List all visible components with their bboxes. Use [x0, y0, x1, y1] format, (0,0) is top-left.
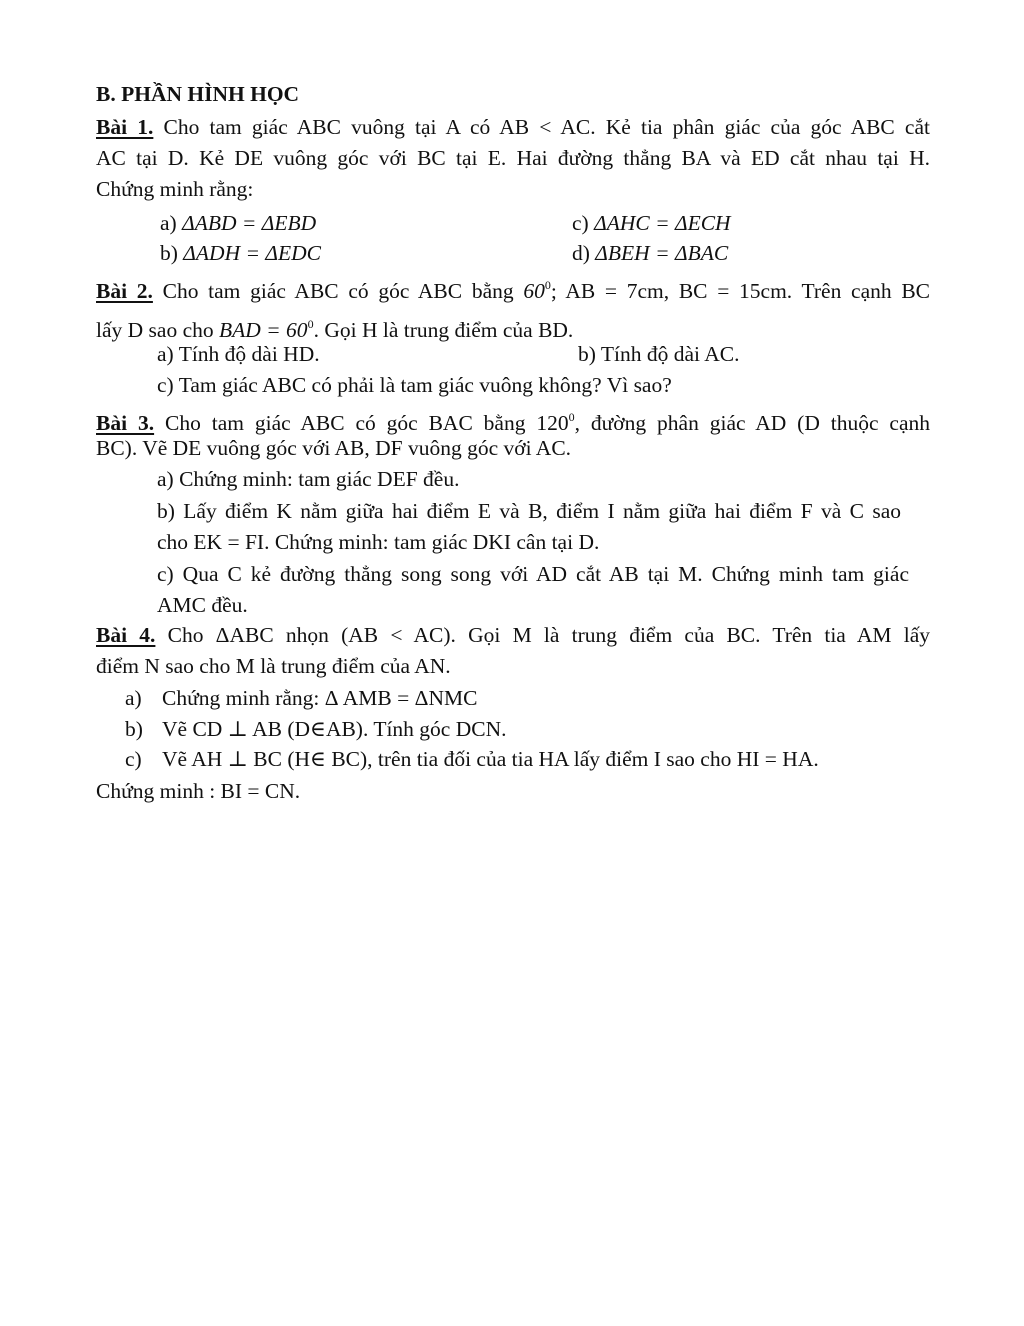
bai3-text-1b: , đường phân giác AD (D thuộc cạnh	[574, 411, 930, 435]
bai3-label: Bài 3.	[96, 411, 155, 435]
bai2-text-2a: lấy D sao cho	[96, 318, 219, 342]
bai4-label: Bài 4.	[96, 623, 156, 647]
bai2-item-a: a) Tính độ dài HD.	[157, 342, 320, 366]
bai3-item-c-line-2: AMC đều.	[157, 593, 248, 617]
bai2-text-2b: . Gọi H là trung điểm của BD.	[313, 318, 574, 342]
bai1-item-d	[572, 240, 728, 266]
bai1-line-2: AC tại D. Kẻ DE vuông góc với BC tại E. Hai đường thẳng BA và ED cắt nhau tại H.	[96, 146, 930, 170]
bai1-item-c-expr: ΔAHC = ΔECH	[594, 211, 731, 235]
bai1-item-d-label: d)	[572, 241, 590, 265]
bai2-line-1	[96, 272, 930, 304]
bai1-item-a-label: a)	[160, 211, 177, 235]
bai2-text-1a: Cho tam giác ABC có góc ABC bằng	[152, 279, 524, 303]
bai1-item-b-label: b)	[160, 241, 178, 265]
bai3-item-b-line-2: cho EK = FI. Chứng minh: tam giác DKI cân tại D.	[157, 530, 600, 554]
bai2-label: Bài 2.	[96, 279, 153, 303]
bai1-item-b	[160, 240, 321, 266]
bai2-angle-expr: BAD = 60	[219, 318, 308, 342]
bai2-item-b: b) Tính độ dài AC.	[578, 342, 740, 366]
bai1-item-c-label: c)	[572, 211, 589, 235]
bai1-item-b-expr: ΔADH = ΔEDC	[183, 241, 321, 265]
bai1-text-1: Cho tam giác ABC vuông tại A có AB < AC. Kẻ tia phân giác của góc ABC cắt	[153, 115, 930, 139]
bai2-degree-sign: 0	[544, 278, 551, 292]
bai3-line-1	[96, 404, 930, 436]
bai4-item-c: Vẽ AH ⊥ BC (H∈ BC), trên tia đối của tia HA lấy điểm I sao cho HI = HA.	[162, 747, 819, 771]
bai4-item-a-label: a)	[125, 686, 142, 710]
bai1-item-c	[572, 210, 731, 236]
bai3-item-c-line-1: c) Qua C kẻ đường thẳng song song với AD cắt AB tại M. Chứng minh tam giác	[157, 562, 909, 586]
bai4-item-a: Chứng minh rằng: Δ AMB = ΔNMC	[162, 686, 478, 710]
bai1-item-d-expr: ΔBEH = ΔBAC	[595, 241, 729, 265]
bai2-degree-sign-2: 0	[307, 317, 314, 331]
bai2-item-c: c) Tam giác ABC có phải là tam giác vuông không? Vì sao?	[157, 373, 672, 397]
bai4-item-b: Vẽ CD ⊥ AB (D∈AB). Tính góc DCN.	[162, 717, 507, 741]
section-title: B. PHẦN HÌNH HỌC	[96, 82, 300, 106]
bai3-item-a: a) Chứng minh: tam giác DEF đều.	[157, 467, 460, 491]
bai4-item-b-label: b)	[125, 717, 143, 741]
bai1-line-1	[96, 114, 930, 140]
bai2-text-1b: ; AB = 7cm, BC = 15cm. Trên cạnh BC	[550, 279, 931, 303]
bai4-item-c-label: c)	[125, 747, 142, 771]
bai1-line-3: Chứng minh rằng:	[96, 177, 254, 201]
bai1-item-a	[160, 210, 316, 236]
bai2-line-2	[96, 311, 573, 343]
bai3-text-1a: Cho tam giác ABC có góc BAC bằng 120	[154, 411, 569, 435]
bai3-item-b-line-1: b) Lấy điểm K nằm giữa hai điểm E và B, điểm I nằm giữa hai điểm F và C sao	[157, 499, 901, 523]
bai3-line-2: BC). Vẽ DE vuông góc với AB, DF vuông góc với AC.	[96, 436, 572, 460]
bai4-conclusion: Chứng minh : BI = CN.	[96, 779, 301, 803]
bai1-item-a-expr: ΔABD = ΔEBD	[182, 211, 317, 235]
bai4-text-1: Cho ΔABC nhọn (AB < AC). Gọi M là trung điểm của BC. Trên tia AM lấy	[155, 623, 930, 647]
bai4-line-2: điểm N sao cho M là trung điểm của AN.	[96, 654, 451, 678]
bai4-line-1	[96, 622, 930, 648]
bai1-label: Bài 1.	[96, 115, 154, 139]
bai3-degree-sign: 0	[568, 410, 575, 424]
bai2-angle-value: 60	[523, 279, 545, 303]
